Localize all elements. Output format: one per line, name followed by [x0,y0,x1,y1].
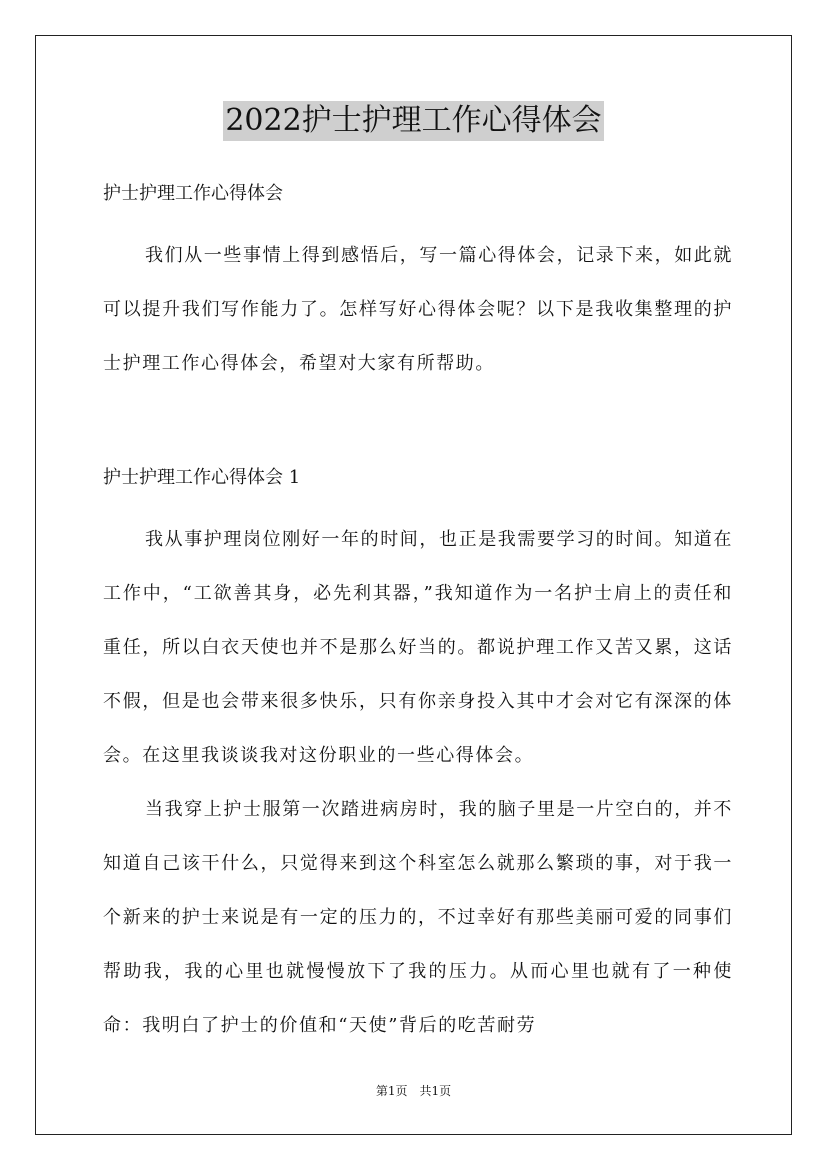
title-wrap [0,101,827,141]
document-title: 2022护士护理工作心得体会 [223,101,603,141]
paragraph: 当我穿上护士服第一次踏进病房时，我的脑子里是一片空白的，并不知道自己该干什么，只觉得来到这个科室怎么就那么繁琐的事，对于我一个新来的护士来说是有一定的压力的，不过幸好有那些美丽可爱的同事们帮助我，我的心里也就慢慢放下了我的压力。从而心里也就有了一种使命：我明白了护士的价值和“天使”背后的吃苦耐劳 [103,799,733,1036]
section-heading: 护士护理工作心得体会 [103,183,283,204]
paragraph: 我从事护理岗位刚好一年的时间，也正是我需要学习的时间。知道在工作中，“工欲善其身，必先利其器，”我知道作为一名护士肩上的责任和重任，所以白衣天使也并不是那么好当的。都说护理工作又苦又累，这话不假，但是也会带来很多快乐，只有你亲身投入其中才会对它有深深的体会。在这里我谈谈我对这份职业的一些心得体会。 [103,529,733,766]
paragraph: 我们从一些事情上得到感悟后，写一篇心得体会，记录下来，如此就可以提升我们写作能力了。怎样写好心得体会呢？以下是我收集整理的护士护理工作心得体会，希望对大家有所帮助。 [103,245,733,374]
page-footer: 第1页 共1页 [375,1084,452,1098]
section-heading: 护士护理工作心得体会 1 [103,467,301,488]
document-body [103,175,733,1053]
